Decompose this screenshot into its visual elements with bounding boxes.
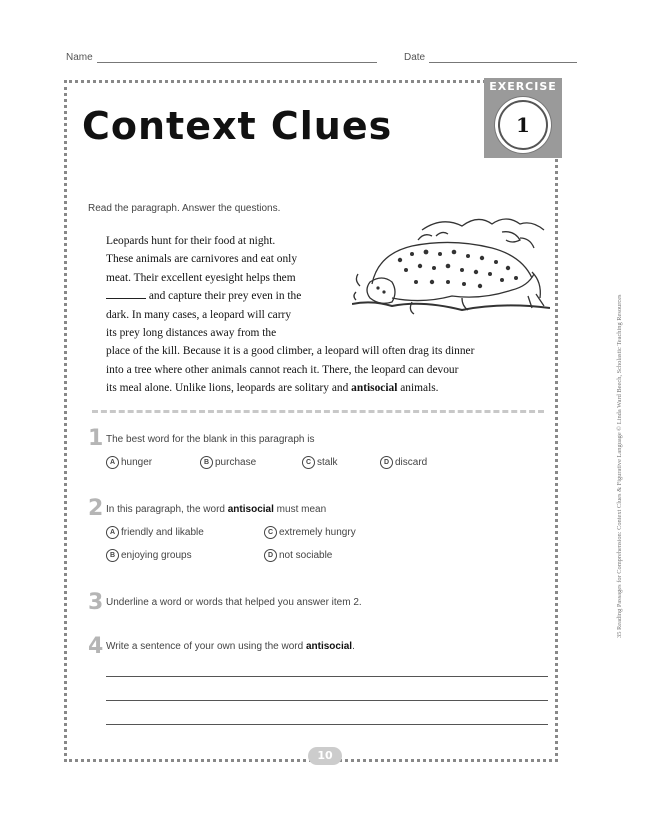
option-bubble[interactable]: B xyxy=(200,456,213,469)
passage-line-text: its meal alone. Unlike lions, leopards are solitary and xyxy=(106,382,349,395)
page-number: 10 xyxy=(308,747,342,765)
question-text-part: must mean xyxy=(276,504,327,515)
exercise-label: EXERCISE xyxy=(489,80,557,93)
question-text-part: Write a sentence of your own using the word xyxy=(106,641,304,652)
option-label: enjoying groups xyxy=(121,550,192,562)
question-3-text: Underline a word or words that helped you answer item 2. xyxy=(106,597,362,608)
q1-option-a[interactable] xyxy=(106,456,152,469)
option-bubble[interactable]: C xyxy=(302,456,315,469)
answer-line-3[interactable] xyxy=(106,724,548,725)
worksheet-frame xyxy=(64,80,558,762)
date-field[interactable] xyxy=(404,52,577,63)
passage-line-text: and capture their prey even in the xyxy=(148,290,302,303)
question-keyword: antisocial xyxy=(305,641,353,652)
date-line[interactable] xyxy=(429,53,577,63)
passage-line: These animals are carnivores and eat only xyxy=(106,253,298,266)
instructions: Read the paragraph. Answer the questions. xyxy=(88,203,281,214)
passage-line: place of the kill. Because it is a good climber, a leopard will often drag its dinner xyxy=(106,345,475,358)
passage-line xyxy=(106,287,551,305)
option-label: stalk xyxy=(317,457,338,469)
question-2-number: 2 xyxy=(88,496,104,521)
passage-line: meat. Their excellent eyesight helps them xyxy=(106,271,296,284)
passage-line: dark. In many cases, a leopard will carry xyxy=(106,308,292,321)
option-label: purchase xyxy=(215,457,257,469)
q2-option-a[interactable] xyxy=(106,526,204,539)
option-bubble[interactable]: D xyxy=(264,549,277,562)
option-label: discard xyxy=(395,457,428,469)
name-label: Name xyxy=(66,52,93,63)
question-text-part: In this paragraph, the word xyxy=(106,504,225,515)
answer-line-2[interactable] xyxy=(106,700,548,701)
passage-line: Leopards hunt for their food at night. xyxy=(106,235,276,247)
q2-option-d[interactable] xyxy=(264,549,332,562)
passage-line xyxy=(106,379,551,397)
passage-keyword: antisocial xyxy=(351,382,398,395)
option-label: friendly and likable xyxy=(121,527,204,539)
section-divider xyxy=(92,410,544,413)
page-title: Context Clues xyxy=(82,104,393,148)
option-bubble[interactable]: A xyxy=(106,456,119,469)
question-4-number: 4 xyxy=(88,634,104,659)
q1-option-c[interactable] xyxy=(302,456,338,469)
option-bubble[interactable]: C xyxy=(264,526,277,539)
option-bubble[interactable]: B xyxy=(106,549,119,562)
question-1-text: The best word for the blank in this paragraph is xyxy=(106,434,315,445)
exercise-number-badge: 1 xyxy=(498,100,548,150)
date-label: Date xyxy=(404,52,426,63)
answer-line-1[interactable] xyxy=(106,676,548,677)
passage-line: into a tree where other animals cannot reach it. There, the leopard can devour xyxy=(106,363,459,376)
q1-option-d[interactable] xyxy=(380,456,427,469)
name-line[interactable] xyxy=(97,53,377,63)
option-bubble[interactable]: D xyxy=(380,456,393,469)
reading-passage xyxy=(106,232,551,398)
answer-blank[interactable] xyxy=(106,288,146,299)
passage-line-text: animals. xyxy=(400,382,439,395)
passage-line: its prey long distances away from the xyxy=(106,327,277,340)
question-keyword: antisocial xyxy=(227,504,274,515)
question-1-number: 1 xyxy=(88,426,104,451)
question-4-text xyxy=(106,641,355,652)
q1-option-b[interactable] xyxy=(200,456,256,469)
name-field[interactable] xyxy=(66,52,377,63)
option-label: not sociable xyxy=(279,550,333,562)
side-credit: 35 Reading Passages for Comprehension: Context Clues & Figurative Language © Linda Ward Beech, Scholastic Teaching Resources xyxy=(616,294,623,638)
option-label: extremely hungry xyxy=(279,527,356,539)
question-3-number: 3 xyxy=(88,590,104,615)
question-2-text xyxy=(106,504,326,515)
question-text-part: . xyxy=(352,641,355,652)
q2-option-b[interactable] xyxy=(106,549,192,562)
option-label: hunger xyxy=(121,457,153,469)
q2-option-c[interactable] xyxy=(264,526,356,539)
option-bubble[interactable]: A xyxy=(106,526,119,539)
